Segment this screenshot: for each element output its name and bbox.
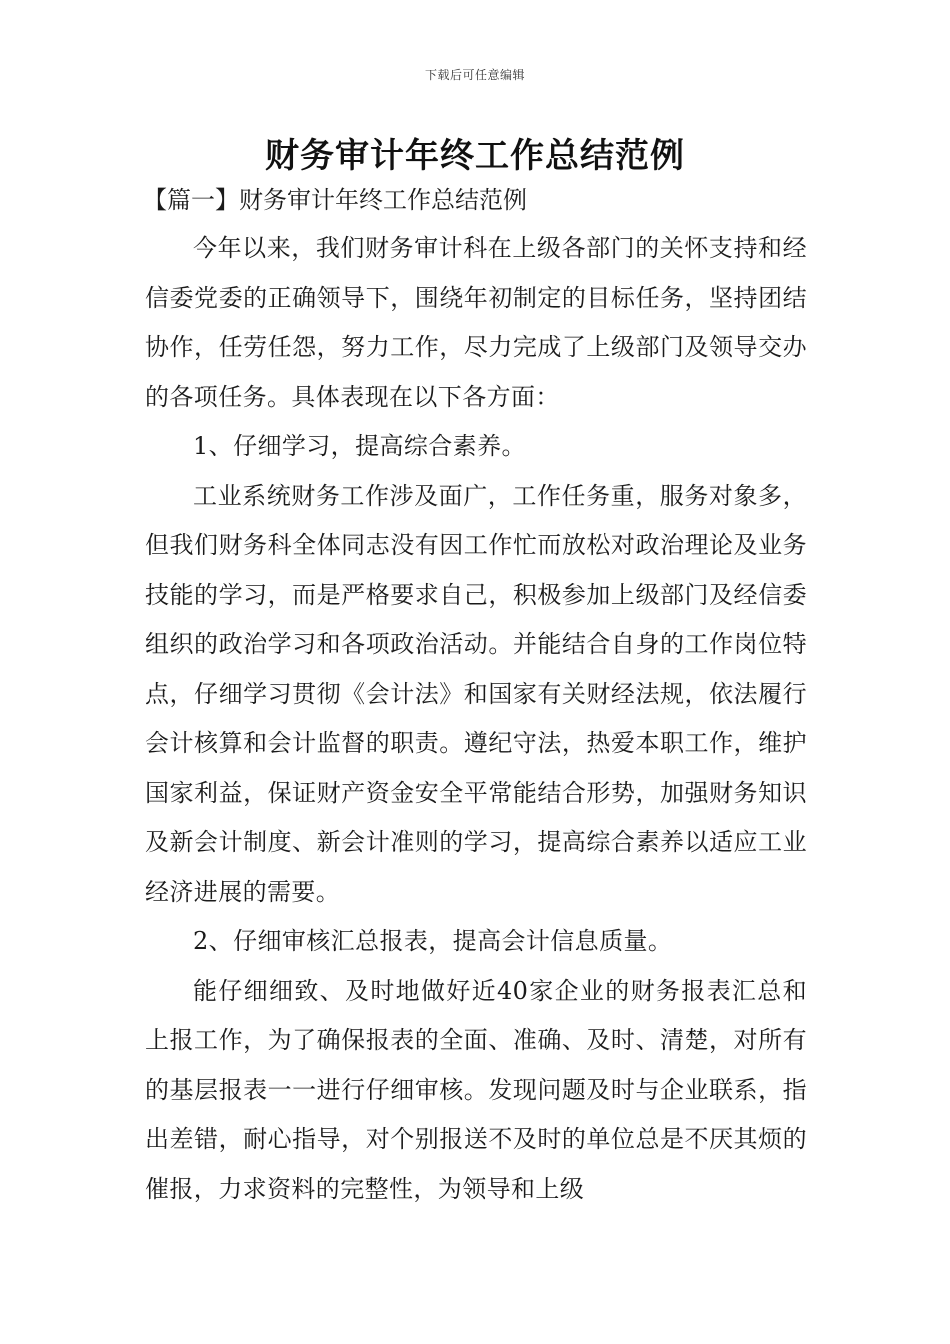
header-note: 下载后可任意编辑 bbox=[424, 68, 525, 82]
paragraph-point-1-body: 工业系统财务工作涉及面广，工作任务重，服务对象多，但我们财务科全体同志没有因工作忙而放松对政治理论及业务技能的学习，而是严格要求自己，积极参加上级部门及经信委组织的政治学习和各项政治活动。并能结合自身的工作岗位特点，仔细学习贯彻《会计法》和国家有关财经法规，依法履行会计核算和会计监督的职责。遵纪守法，热爱本职工作，维护国家利益，保证财产资金安全平常能结合形势，加强财务知识及新会计制度、新会计准则的学习，提高综合素养以适应工业经济进展的需要。 bbox=[145, 481, 807, 906]
document-body bbox=[145, 176, 807, 1214]
section-heading: 【篇一】财务审计年终工作总结范例 bbox=[143, 186, 527, 214]
paragraph-intro: 今年以来，我们财务审计科在上级各部门的关怀支持和经信委党委的正确领导下，围绕年初制定的目标任务，坚持团结协作，任劳任怨，努力工作，尽力完成了上级部门及领导交办的各项任务。具体表现在以下各方面： bbox=[145, 234, 807, 411]
document-title: 财务审计年终工作总结范例 bbox=[265, 136, 685, 176]
paragraph-point-2-body: 能仔细细致、及时地做好近40家企业的财务报表汇总和上报工作，为了确保报表的全面、准确、及时、清楚，对所有的基层报表一一进行仔细审核。发现问题及时与企业联系，指出差错，耐心指导，对个别报送不及时的单位总是不厌其烦的催报，力求资料的完整性，为领导和上级 bbox=[145, 976, 807, 1203]
paragraph-point-2-heading: 2、仔细审核汇总报表，提高会计信息质量。 bbox=[193, 927, 673, 955]
paragraph-point-1-heading: 1、仔细学习，提高综合素养。 bbox=[193, 432, 526, 460]
